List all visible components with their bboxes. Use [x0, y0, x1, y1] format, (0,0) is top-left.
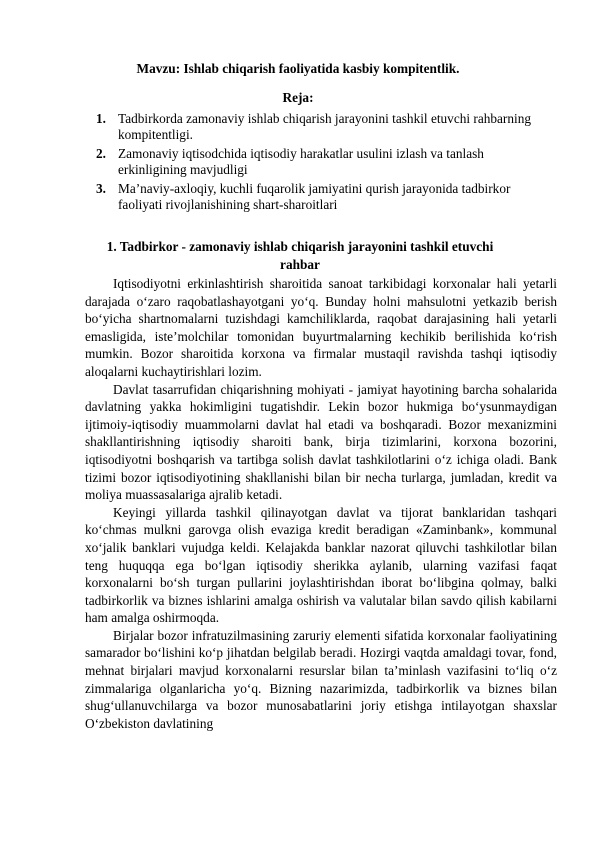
paragraph: Davlat tasarrufidan chiqarishning mohiyati - jamiyat hayotining barcha sohalarida davlatning yakka hokimligini tugatishdir. Lekin bozor hukmiga bo‘ysunmaydigan ijtimoiy-iqtisodiy muammolarni davlat hal etadi va boshqaradi. Bozor mexanizmini shakllantirishning iqtisodiy sharoiti bank, birja tizimlarini, korxona bozorini, iqtisodiyotni boshqarish va tartibga solish davlat tashkilotlarini o‘z ichiga oladi. Bank tizimi bozor iqtisodiyotining shakllanishi bilan bir necha turlarga, jumladan, kredit va moliya muassasalariga ajralib ketadi. — [85, 381, 557, 503]
plan-item-number: 1. — [96, 111, 106, 126]
paragraph: Iqtisodiyotni erkinlashtirish sharoitida sanoat tarkibidagi korxonalar hali yetarli darajada o‘zaro raqobatlashayotgani yo‘q. Bunday holni mahsulotni yetkazib berish bo‘yicha shartnomalarni tuzishdagi kamchiliklarda, raqobat darajasining hali yetarli emasligida, iste’molchilar tomonidan buyurtmalarning kechikib berilishida ko‘rish mumkin. Bozor sharoitida korxona va firmalar mustaqil ravishda tashqi iqtisodiy aloqalarni kuchaytirishlari lozim. — [85, 276, 557, 379]
section-heading: 1. Tadbirkor - zamonaviy ishlab chiqarish jarayonini tashkil etuvchi rahbar — [106, 239, 494, 272]
plan-item-text: Zamonaviy iqtisodchida iqtisodiy harakatlar usulini izlash va tanlash erkinligining mavjudligi — [118, 146, 484, 177]
paragraph: Keyingi yillarda tashkil qilinayotgan davlat va tijorat banklaridan tashqari ko‘chmas mulkni garovga olish evaziga kredit beradigan «Zaminbank», kommunal xo‘jalik banklari vujudga keldi. Kelajakda banklar nazorat qiluvchi tashkilotlar bilan teng huquqqa ega bo‘lgan iqtisodiy sherikka aylanib, ularning vazifasi faqat korxonalarni bo‘sh turgan pullarini joylashtirishdan iborat bo‘libgina qolmay, balki tadbirkorlik va biznes ishlarini amalga oshirish va valutalar bilan savdo qilish kabilarni ham amalga oshirmoqda. — [85, 504, 557, 626]
paragraph: Birjalar bozor infratuzilmasining zaruriy elementi sifatida korxonalar faoliyatining samarador bo‘lishini ko‘p jihatdan belgilab beradi. Hozirgi vaqtda amaldagi tovar, fond, mehnat birjalari mavjud korxonalarni resurslar bilan ta’minlash vazifasini to‘liq o‘z zimmalariga olganlaricha yo‘q. Bizning nazarimizda, tadbirkorlik va biznes bilan shug‘ullanuvchilarga va bozor munosabatlarini joriy etishga intilayotgan shaxslar O‘zbekiston davlatining — [85, 627, 557, 731]
plan-item — [96, 111, 536, 143]
plan-item-number: 2. — [96, 146, 106, 161]
plan-list — [96, 111, 536, 216]
body-text — [85, 275, 557, 732]
document-title: Mavzu: Ishlab chiqarish faoliyatida kasbiy kompitentlik. — [136, 61, 460, 76]
plan-item-text: Tadbirkorda zamonaviy ishlab chiqarish jarayonini tashkil etuvchi rahbarning kompitentligi. — [118, 111, 531, 142]
plan-item — [96, 146, 536, 178]
plan-item-text: Ma’naviy-axloqiy, kuchli fuqarolik jamiyatini qurish jarayonida tadbirkor faoliyati rivojlanishining shart-sharoitlari — [118, 181, 511, 212]
plan-item-number: 3. — [96, 181, 106, 196]
plan-item — [96, 181, 536, 213]
plan-heading: Reja: — [282, 90, 314, 105]
